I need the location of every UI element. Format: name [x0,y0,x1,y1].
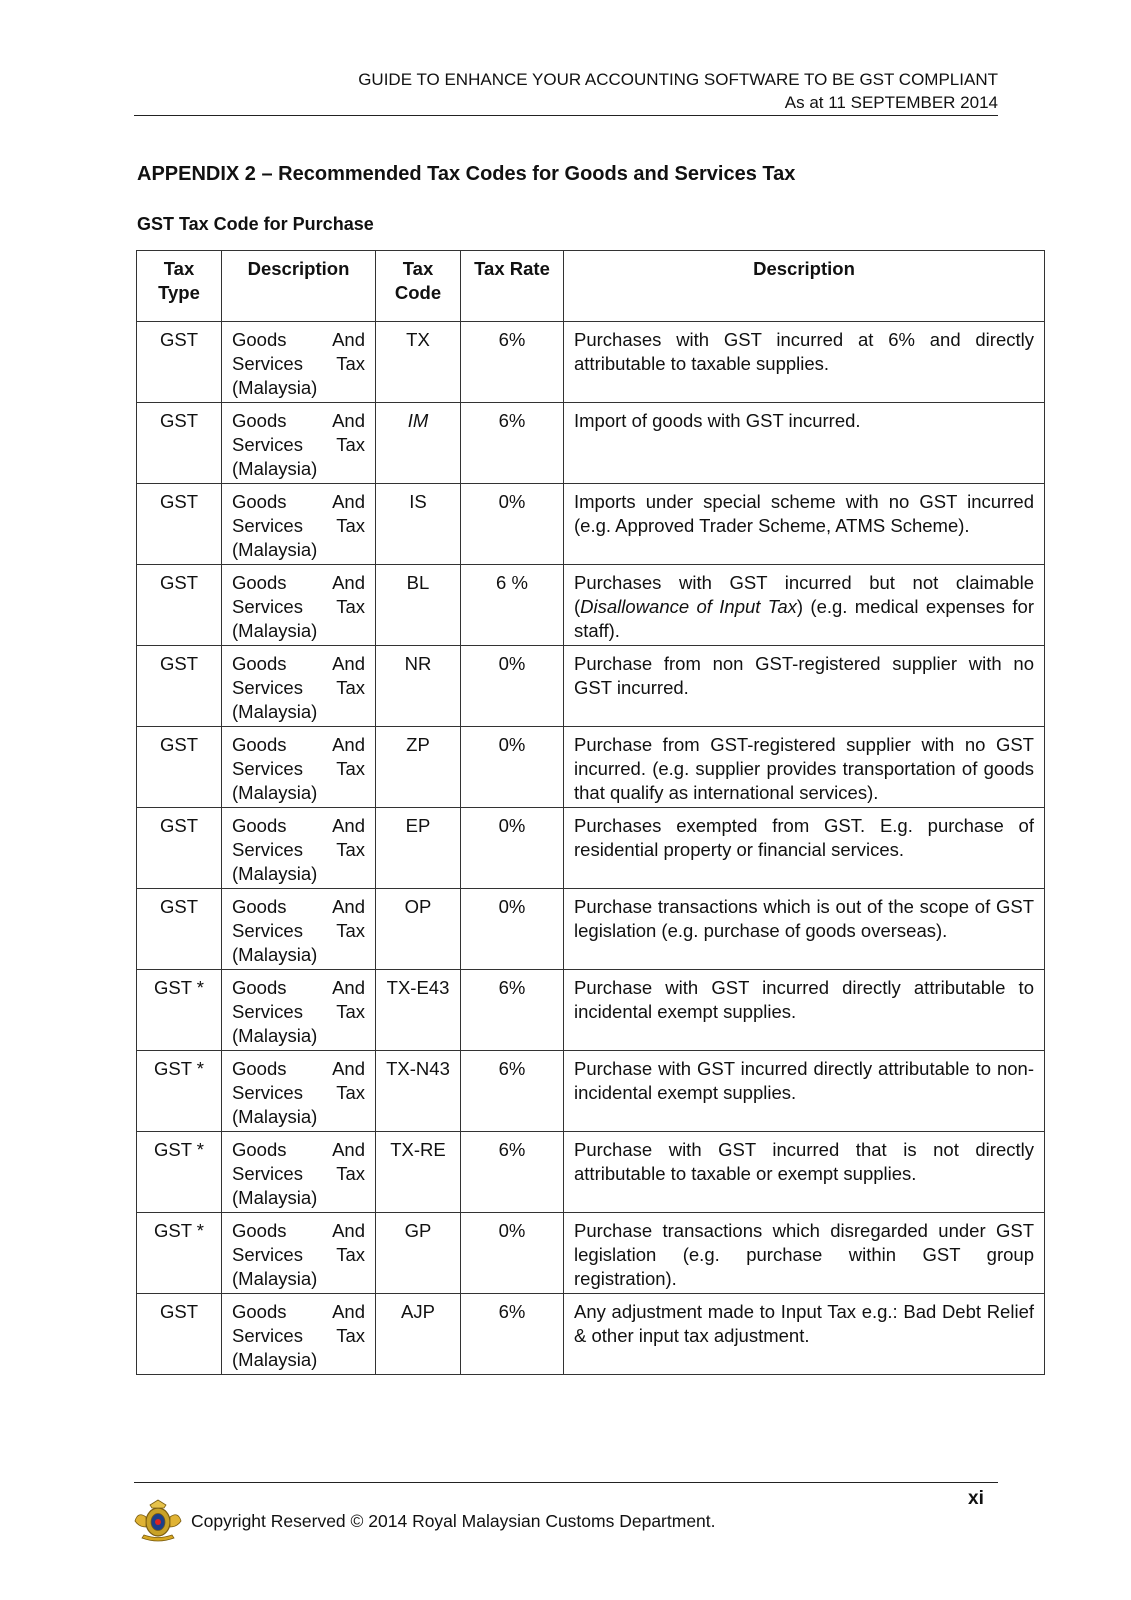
desc-word: (Malaysia) [232,701,318,722]
desc-word: Services [232,839,303,860]
desc-word: And [332,815,365,836]
tax-type-cell: GST [137,889,222,970]
desc-word: Goods [232,815,287,836]
desc-word: And [332,734,365,755]
desc-word: And [332,572,365,593]
desc-word: (Malaysia) [232,458,318,479]
tax-type-cell: GST [137,808,222,889]
desc-word: And [332,1301,365,1322]
desc-word: (Malaysia) [232,863,318,884]
desc-word: Goods [232,1301,287,1322]
tax-code-cell: GP [376,1213,461,1294]
desc-word: (Malaysia) [232,782,318,803]
tax-rate-cell: 6% [461,1294,564,1375]
tax-code-cell: ZP [376,727,461,808]
desc-word: Services [232,596,303,617]
desc-word: (Malaysia) [232,1025,318,1046]
gst-description-cell [222,727,376,808]
desc-text: Purchases with GST incurred but not claimable ( [574,572,1034,617]
desc-word: And [332,653,365,674]
tax-rate-cell: 6% [461,403,564,484]
tax-type-cell: GST * [137,1213,222,1294]
header-title: GUIDE TO ENHANCE YOUR ACCOUNTING SOFTWARE TO BE GST COMPLIANT [358,70,998,89]
tax-rate-cell: 6% [461,1051,564,1132]
customs-crest-icon [130,1497,186,1545]
desc-word: And [332,1058,365,1079]
desc-word: And [332,410,365,431]
desc-word: And [332,1139,365,1160]
tax-type-cell: GST * [137,1132,222,1213]
desc-word: Tax [336,1001,365,1022]
desc-word: Tax [336,1082,365,1103]
page-header [134,68,998,114]
desc-word: (Malaysia) [232,1349,318,1370]
tax-code-cell: IS [376,484,461,565]
long-description-cell: Purchase with GST incurred directly attributable to non-incidental exempt supplies. [564,1051,1045,1132]
gst-description-cell [222,322,376,403]
gst-description-cell [222,484,376,565]
table-row [137,1294,1045,1375]
copyright-notice: Copyright Reserved © 2014 Royal Malaysian Customs Department. [191,1511,716,1531]
tax-type-cell: GST [137,646,222,727]
desc-word: (Malaysia) [232,1187,318,1208]
desc-word: Goods [232,1220,287,1241]
long-description-cell: Imports under special scheme with no GST incurred (e.g. Approved Trader Scheme, ATMS Scheme). [564,484,1045,565]
table-row [137,646,1045,727]
desc-word: And [332,896,365,917]
tax-rate-cell: 6% [461,970,564,1051]
tax-code-cell: TX [376,322,461,403]
desc-word: Tax [336,1244,365,1265]
desc-word: Services [232,353,303,374]
gst-description-cell [222,889,376,970]
table-row [137,889,1045,970]
appendix-title: APPENDIX 2 – Recommended Tax Codes for Goods and Services Tax [137,163,796,185]
desc-word: Tax [336,677,365,698]
tax-rate-cell: 0% [461,484,564,565]
long-description-cell: Purchase with GST incurred directly attributable to incidental exempt supplies. [564,970,1045,1051]
table-row [137,403,1045,484]
desc-word: (Malaysia) [232,944,318,965]
desc-word: Goods [232,734,287,755]
tax-rate-cell: 6% [461,1132,564,1213]
desc-word: Goods [232,572,287,593]
tax-code-cell: OP [376,889,461,970]
table-row [137,1213,1045,1294]
tax-type-cell: GST [137,727,222,808]
table-row [137,1051,1045,1132]
desc-word: Goods [232,1058,287,1079]
desc-word: And [332,491,365,512]
page-number: xi [968,1488,984,1509]
desc-word: Tax [336,1325,365,1346]
tax-code-cell: BL [376,565,461,646]
long-description-cell: Purchases with GST incurred at 6% and directly attributable to taxable supplies. [564,322,1045,403]
tax-type-cell: GST [137,484,222,565]
header-tax-type: Tax Type [137,251,222,322]
tax-type-cell: GST [137,403,222,484]
desc-word: Goods [232,977,287,998]
desc-word: Tax [336,353,365,374]
tax-code-cell: AJP [376,1294,461,1375]
table-row [137,565,1045,646]
tax-rate-cell: 0% [461,727,564,808]
gst-description-cell [222,1213,376,1294]
tax-code-cell: TX-N43 [376,1051,461,1132]
desc-word: Services [232,434,303,455]
tax-rate-cell: 6% [461,322,564,403]
tax-rate-cell: 0% [461,646,564,727]
desc-word: (Malaysia) [232,1106,318,1127]
desc-word: (Malaysia) [232,377,318,398]
header-long-description: Description [564,251,1045,322]
long-description-cell [564,565,1045,646]
desc-word: Tax [336,434,365,455]
tax-rate-cell: 0% [461,808,564,889]
tax-rate-cell: 0% [461,1213,564,1294]
long-description-cell: Purchase transactions which is out of the scope of GST legislation (e.g. purchase of goods overseas). [564,889,1045,970]
desc-word: Tax [336,758,365,779]
table-row [137,484,1045,565]
gst-description-cell [222,646,376,727]
long-description-cell: Purchases exempted from GST. E.g. purchase of residential property or financial services. [564,808,1045,889]
section-title: GST Tax Code for Purchase [137,214,374,234]
desc-word: Goods [232,1139,287,1160]
tax-type-cell: GST [137,565,222,646]
tax-rate-cell: 6 % [461,565,564,646]
desc-word: And [332,329,365,350]
desc-word: And [332,977,365,998]
desc-word: Tax [336,596,365,617]
table-row [137,808,1045,889]
desc-word: Tax [336,515,365,536]
desc-word: (Malaysia) [232,1268,318,1289]
desc-word: Services [232,758,303,779]
footer-divider [134,1482,998,1483]
desc-word: Services [232,515,303,536]
tax-code-cell: TX-E43 [376,970,461,1051]
header-divider [134,115,998,116]
desc-word: Goods [232,896,287,917]
desc-word: And [332,1220,365,1241]
gst-description-cell [222,1132,376,1213]
table-row [137,727,1045,808]
desc-word: Tax [336,1163,365,1184]
long-description-cell: Purchase with GST incurred that is not directly attributable to taxable or exempt supplies. [564,1132,1045,1213]
desc-word: Tax [336,839,365,860]
desc-word: Services [232,1082,303,1103]
gst-description-cell [222,970,376,1051]
long-description-cell: Purchase transactions which disregarded under GST legislation (e.g. purchase within GST group registration). [564,1213,1045,1294]
tax-code-cell: NR [376,646,461,727]
desc-word: Goods [232,410,287,431]
header-date: As at 11 SEPTEMBER 2014 [784,93,998,112]
long-description-cell: Any adjustment made to Input Tax e.g.: Bad Debt Relief & other input tax adjustment. [564,1294,1045,1375]
tax-code-table [136,250,1045,1375]
long-description-cell: Purchase from non GST-registered supplier with no GST incurred. [564,646,1045,727]
desc-word: Services [232,1001,303,1022]
table-row [137,970,1045,1051]
desc-word: Services [232,1325,303,1346]
tax-rate-cell: 0% [461,889,564,970]
desc-word: Services [232,1244,303,1265]
table-row [137,1132,1045,1213]
gst-description-cell [222,1294,376,1375]
desc-word: Services [232,677,303,698]
desc-word: (Malaysia) [232,539,318,560]
desc-word: Tax [336,920,365,941]
long-description-cell: Import of goods with GST incurred. [564,403,1045,484]
long-description-cell: Purchase from GST-registered supplier with no GST incurred. (e.g. supplier provides transportation of goods that qualify as international services). [564,727,1045,808]
table-row [137,322,1045,403]
header-description: Description [222,251,376,322]
desc-word: Services [232,1163,303,1184]
desc-word: (Malaysia) [232,620,318,641]
tax-code-cell: TX-RE [376,1132,461,1213]
gst-description-cell [222,403,376,484]
desc-text: ) (e.g. medical expenses for staff). [574,596,1034,641]
gst-description-cell [222,808,376,889]
tax-type-cell: GST * [137,970,222,1051]
tax-type-cell: GST [137,322,222,403]
tax-type-cell: GST [137,1294,222,1375]
header-tax-code: Tax Code [376,251,461,322]
tax-code-cell: EP [376,808,461,889]
desc-word: Goods [232,653,287,674]
desc-word: Goods [232,329,287,350]
tax-code-cell: IM [376,403,461,484]
desc-emphasis: Disallowance of Input Tax [580,596,797,617]
gst-description-cell [222,1051,376,1132]
header-tax-rate: Tax Rate [461,251,564,322]
table-header-row [137,251,1045,322]
gst-description-cell [222,565,376,646]
desc-word: Services [232,920,303,941]
desc-word: Goods [232,491,287,512]
tax-type-cell: GST * [137,1051,222,1132]
